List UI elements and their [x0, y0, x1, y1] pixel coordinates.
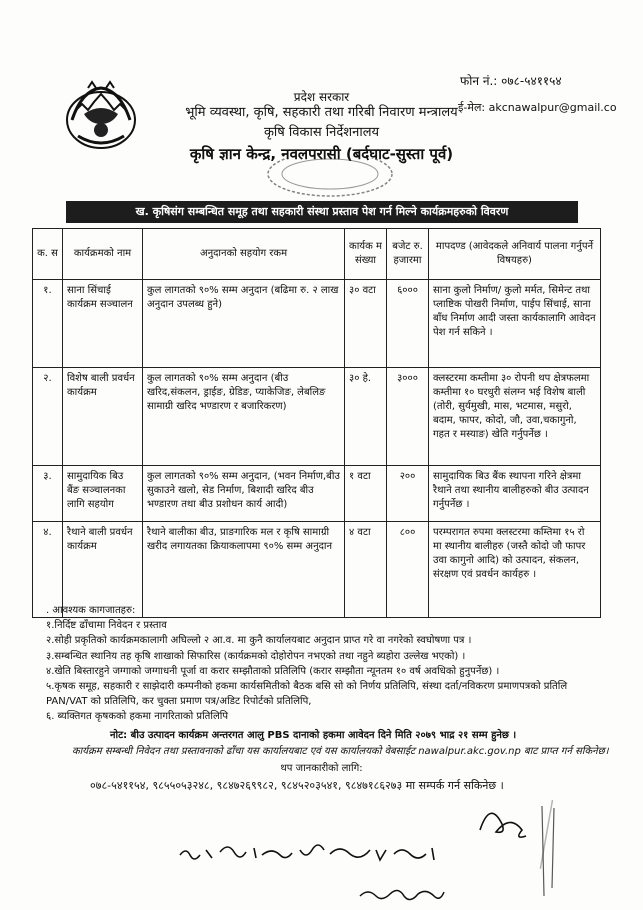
program-table: [32, 228, 601, 618]
header-province: प्रदेश सरकार: [293, 90, 350, 104]
documents-title: . आवश्यक कागजातहरु:: [46, 605, 136, 616]
document-item: PAN/VAT को प्रतिलिपि, कर चुक्ता प्रमाण पत्र/अडिट रिपोर्टको प्रतिलिपि,: [46, 696, 312, 708]
row-count: ४ वटा: [345, 522, 387, 618]
row-budget: ६०००: [387, 280, 429, 368]
row-grant: कुल लागतको ९०% सम्म अनुदान (बीउ खरिद,संकलन, ड्राईङ, ग्रेडिङ, प्याकेजिङ, लेबलिङ सामाग्री खरिद भण्डारण र बजारिकरण): [143, 368, 345, 466]
document-item: ४.खेति बिस्तारहुने जग्गाको जग्गाधनी पूर्जा वा करार सम्झौताको प्रतिलिपि (करार सम्झौता न्यूनतम १० वर्ष अवधिको हुनुपर्नेछ) ।: [46, 665, 500, 677]
header-email: ई-मेल: akcnawalpur@gmail.co: [458, 101, 617, 114]
row-count: ३० वटा: [345, 280, 387, 368]
contact-numbers: ०७८-५४११५४, ९८५५०५३२४८, ९८४७२६९९८२, ९८४५२०३५४१, ९८४७१८६२७३ मा सम्पर्क गर्न सकिनेछ ।: [90, 779, 504, 792]
row-serial: १.: [33, 280, 63, 368]
document-item: ३.सम्बन्धित स्थानिय तह कृषि शाखाको सिफारिस (कार्यक्रमको दोहोरोपन नभएको तथा नहुने ब्यहोरा उल्लेख भएको) ।: [46, 650, 466, 662]
header-serial: क. स: [33, 229, 63, 280]
row-budget: ८००: [387, 522, 429, 618]
header-grant: अनुदानको सहयोग रकम: [143, 229, 345, 280]
note-pbs-deadline: नोट: बीउ उत्पादन कार्यक्रम अन्तरगत आलु PBS दानाको हकमा आवेदन दिने मिति २०७९ भाद्र २१ सम्म हुनेछ ।: [110, 730, 517, 741]
row-grant: कुल लागतको ९०% सम्म अनुदान, (भवन निर्माण,बीउ सुकाउने खलो, सेड निर्माण, बिशादी खरिद बीउ भण्डारण तथा बीउ प्रशोधन कार्य आदी): [143, 466, 345, 522]
handwritten-signatures: [150, 800, 590, 910]
section-banner: ख. कृषिसंग सम्बन्धित समूह तथा सहकारी संस्था प्रस्ताव पेश गर्न मिल्ने कार्यक्रमहरुको विवरण: [66, 201, 578, 223]
row-serial: ३.: [33, 466, 63, 522]
header-budget: बजेट रु. हजारमा: [387, 229, 429, 280]
row-serial: २.: [33, 368, 63, 466]
row-count: १ वटा: [345, 466, 387, 522]
row-criteria: क्लस्टरमा कम्तीमा ३० रोपनी थप क्षेत्रफलमा कम्तीमा १० घरधुरी संलग्न भई विशेष बाली (तोरी, सुर्यमुखी, मास, भटमास, मसुरो, बदाम, फापर, कोदो, जौ, उवा,चकागुनो, गहत र मस्याङ) खेति गर्नुपर्नेछ ।: [429, 368, 601, 466]
header-office: कृषि ज्ञान केन्द्र, नवलपरासी (बर्दघाट-सुस्ता पूर्व): [189, 145, 454, 163]
row-grant: कुल लागतको ९०% सम्म अनुदान (बढिमा रु. २ लाख अनुदान उपलब्ध हुने): [143, 280, 345, 368]
note-format-website: कार्यक्रम सम्बन्धी निवेदन तथा प्रस्तावनाको ढाँचा यस कार्यालयबाट एवं यस कार्यालयको वेबसाईट nawalpur.akc.gov.np बाट प्राप्त गर्न सकिनेछ।: [72, 746, 609, 757]
row-criteria: साना कुलो निर्माण/ कुलो मर्मत, सिमेन्ट तथा प्लाष्टिक पोखरी निर्माण, पाईप सिंचाई, साना बाँध निर्माण आदी जस्ता कार्यकालागि आवेदन पेश गर्न सकिने ।: [429, 280, 601, 368]
row-grant: रैथाने बालीका बीउ, प्राङगारिक मल र कृषि सामाग्री खरीद लगायतका क्रियाकलापमा ९०% सम्म अनुदान: [143, 522, 345, 618]
document-item: ६. ब्यक्तिगत कृषकको हकमा नागरिताको प्रतिलिपि: [46, 711, 229, 723]
header-criteria: मापदण्ड (आवेदकले अनिवार्य पालना गर्नुपर्ने विषयहरु): [429, 229, 601, 280]
header-ministry: भूमि व्यवस्था, कृषि, सहकारी तथा गरिबी निवारण मन्त्रालय: [185, 105, 458, 120]
document-item: १.निर्दिष्ट ढाँचामा निवेदन र प्रस्ताव: [46, 620, 167, 632]
document-item: ५.कृषक समूह, सहकारी र साझेदारी कम्पनीको हकमा कार्यसमितीको बैठक बसि सो को निर्णय प्रतिलिपि, संस्था दर्ता/नविकरण प्रमाणपत्रको प्रतिलि: [46, 681, 568, 693]
header-count: कार्यक म संख्या: [345, 229, 387, 280]
table-header-row: [33, 229, 601, 280]
header-directorate: कृषि विकास निर्देशनालय: [263, 125, 380, 140]
table-row: [33, 368, 601, 466]
row-criteria: सामुदायिक बिउ बैंक स्थापना गरिने क्षेत्रमा रैथाने तथा स्थानीय बालीहरुको बीउ उत्पादन गर्नुपर्नेछ ।: [429, 466, 601, 522]
required-documents: [46, 603, 626, 725]
table-row: [33, 466, 601, 522]
table-row: [33, 280, 601, 368]
document-item: २.सोही प्रकृतिको कार्यक्रमकालागी अघिल्लो २ आ.व. मा कुनै कार्यालयबाट अनुदान प्राप्त गरे वा नगरेको स्वघोषणा पत्र ।: [46, 635, 472, 647]
row-serial: ४.: [33, 522, 63, 618]
office-stamp: [250, 158, 410, 198]
header-phone: फोन नं.: ०७८-५४११५४: [460, 74, 562, 88]
row-budget: ३०००: [387, 368, 429, 466]
row-program-name: सामुदायिक बिउ बैंङ सञ्चालनका लागि सहयोग: [63, 466, 143, 522]
row-criteria: परम्परागत रुपमा क्लस्टरमा कम्तिमा १५ रो मा स्थानीय बालीहरु (जस्तै कोदो जौ फापर उवा कागुनो आदि) को उत्पादन, संकलन, संरक्षण एवं प्रवर्धन कार्यहरु ।: [429, 522, 601, 618]
row-program-name: साना सिंचाई कार्यक्रम सञ्चालन: [63, 280, 143, 368]
contact-title: थप जानकारीको लागि:: [280, 763, 363, 774]
row-program-name: विशेष बाली प्रवर्धन कार्यक्रम: [63, 368, 143, 466]
row-program-name: रैथाने बाली प्रवर्धन कार्यक्रम: [63, 522, 143, 618]
row-count: ३० हे.: [345, 368, 387, 466]
header-program-name: कार्यक्रमको नाम: [63, 229, 143, 280]
row-budget: २००: [387, 466, 429, 522]
